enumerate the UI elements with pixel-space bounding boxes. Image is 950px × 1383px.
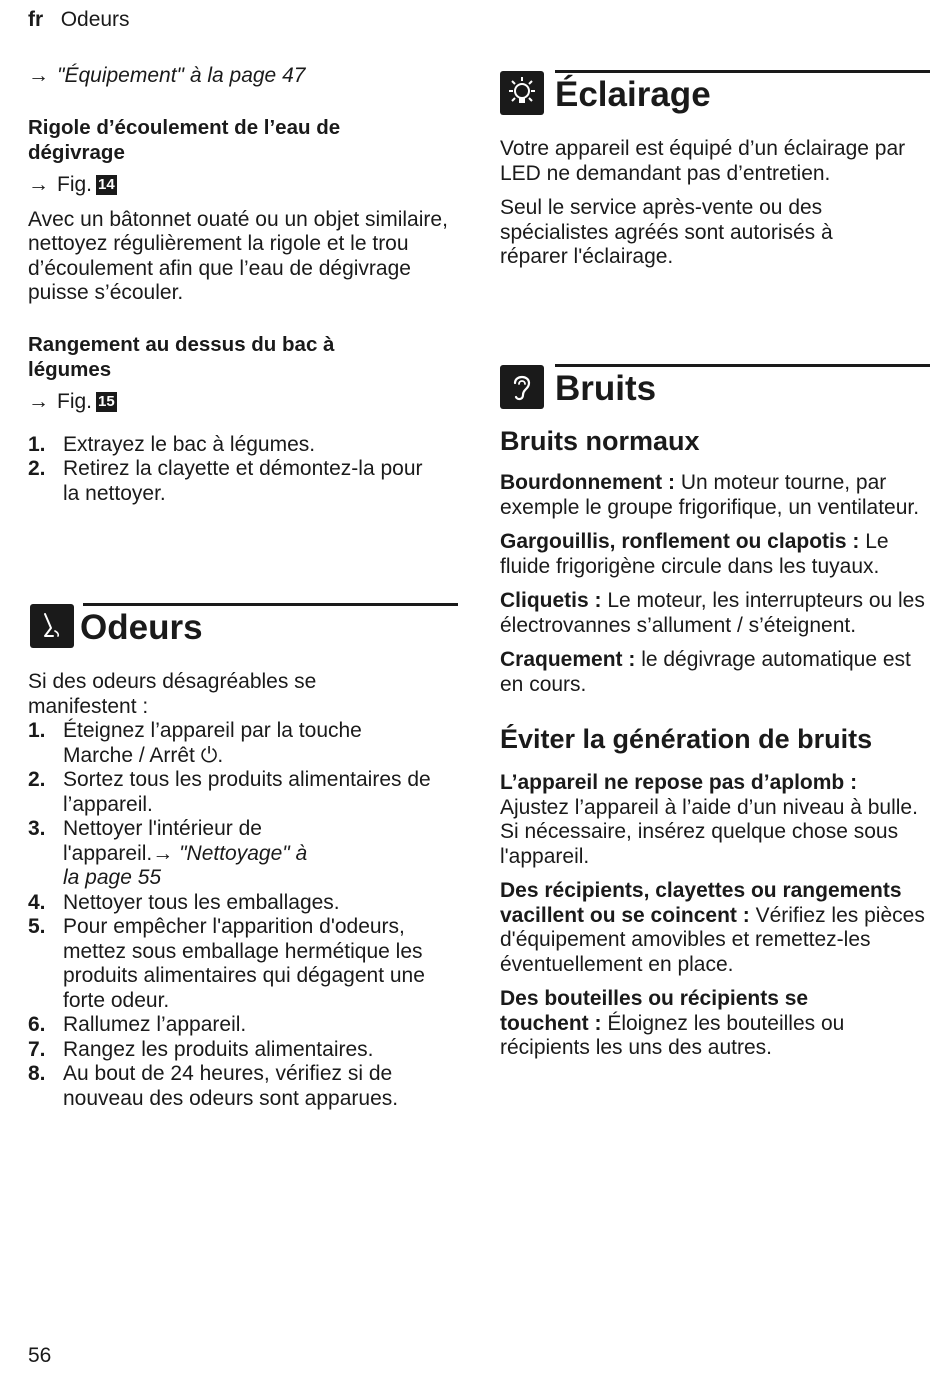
odeurs-intro: Si des odeurs désagréables se manifestent : [28,670,317,718]
bruits-section [500,425,930,1061]
bruit-item: Cliquetis : Le moteur, les interrupteurs ou les électrovannes s’allument / s’éteignent. [500,589,925,637]
page-number: 56 [28,1344,52,1367]
arrow-icon: → [152,841,174,865]
nose-icon [30,604,74,648]
bruits-title: Bruits [555,369,657,408]
rigole-title: Rigole d’écoulement de l’eau de dégivrage [28,116,341,164]
list-item: 6. Rallumez l’appareil. [28,1013,247,1036]
list-item: 7. Rangez les produits alimentaires. [28,1037,374,1061]
page-header [28,8,130,32]
odeurs-title: Odeurs [80,608,203,647]
eclairage-section [500,137,930,270]
eclairage-p1: Votre appareil est équipé d’un éclairage par LED ne demandant pas d’entretien. [500,137,906,185]
xref-nettoyage[interactable]: "Nettoyage" à la page 55 [63,841,308,889]
rigole-section [28,115,448,306]
eviter-item: L’appareil ne repose pas d’aplomb : Ajustez l’appareil à l’aide d’un niveau à bulle. Si nécessaire, insérez quelque chose sous l'appareil. [500,771,918,868]
list-item: 1. Extrayez le bac à légumes. [28,432,316,456]
rangement-section [28,332,458,506]
eviter-bruits-title: Éviter la génération de bruits [500,724,873,754]
rigole-body: Avec un bâtonnet ouaté ou un objet similaire, nettoyez régulièrement la rigole et le trou d’écoulement afin que l’eau de dégivrage puisse s’écouler. [28,207,448,304]
eviter-item: Des bouteilles ou récipients se touchent : Éloignez les bouteilles ou récipients les uns des autres. [500,987,845,1059]
odeurs-steps [28,719,458,1111]
odeurs-section [28,670,458,1111]
figure-number-badge: 15 [98,393,115,410]
list-item: 3. Nettoyer l'intérieur de l'appareil.→ "Nettoyage" à la page 55 [28,817,308,889]
list-item: 2. Sortez tous les produits alimentaires de l’appareil. [28,768,431,816]
rigole-fig-ref: → Fig. 14 [28,173,115,196]
bruit-item: Craquement : le dégivrage automatique est en cours. [500,648,911,696]
section-rule [83,603,458,606]
list-item: 2. Retirez la clayette et démontez-la pour la nettoyer. [28,457,423,505]
list-item: 4. Nettoyer tous les emballages. [28,890,340,914]
section-rule [555,364,930,367]
rangement-steps [28,433,458,507]
rangement-fig-ref: → Fig. 15 [28,390,115,413]
language-code: fr [28,8,44,31]
eclairage-title: Éclairage [555,75,711,114]
section-rule [555,70,930,73]
header-section: Odeurs [60,8,130,31]
bruits-normaux-title: Bruits normaux [500,426,700,456]
xref-equipment[interactable]: → "Équipement" à la page 47 [28,64,306,87]
ear-icon [500,365,544,409]
figure-number-badge: 14 [98,176,115,193]
eclairage-p2: Seul le service après-vente ou des spécialistes agréés sont autorisés à réparer l'éclairage. [500,196,833,268]
arrow-icon: → [28,390,49,413]
list-item: 5. Pour empêcher l'apparition d'odeurs, mettez sous emballage hermétique les produits alimentaires qui dégagent une forte odeur. [28,915,425,1012]
bruit-item: Gargouillis, ronflement ou clapotis : Le fluide frigorigène circule dans les tuyaux. [500,530,889,578]
rangement-title: Rangement au dessus du bac à légumes [28,333,335,381]
arrow-icon: → [28,173,49,196]
eviter-item: Des récipients, clayettes ou rangements vacillent ou se coincent : Vérifiez les pièces d'équipement amovibles et remettez-les éventuellement en place. [500,879,925,976]
list-item: 1. Éteignez l’appareil par la touche Marche / Arrêt ⏻. [28,719,362,767]
list-item: 8. Au bout de 24 heures, vérifiez si de nouveau des odeurs sont apparues. [28,1062,399,1110]
bruit-item: Bourdonnement : Un moteur tourne, par exemple le groupe frigorifique, un ventilateur. [500,471,920,519]
arrow-icon: → [28,64,49,87]
lightbulb-icon [500,71,544,115]
